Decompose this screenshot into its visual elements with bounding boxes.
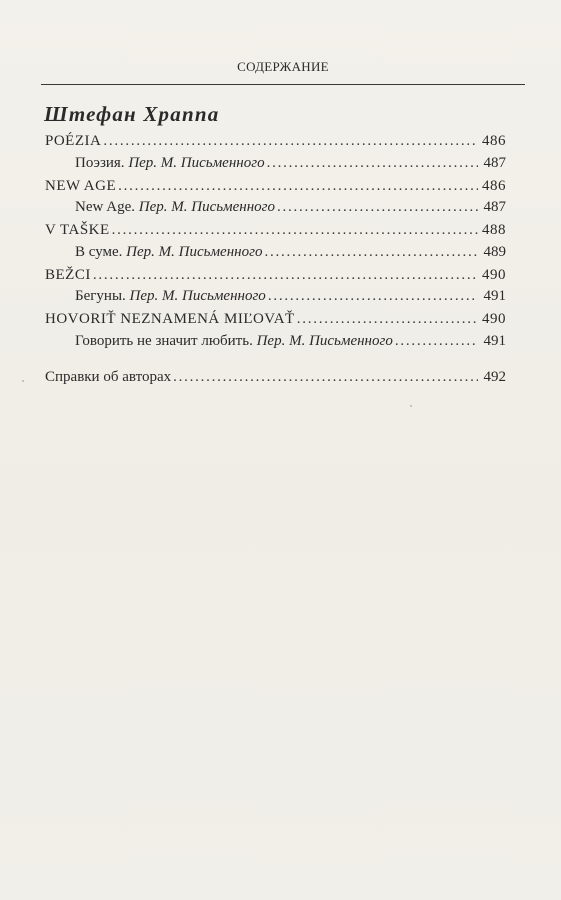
translator-credit: Пер. М. Письменного <box>129 288 266 304</box>
toc-entry-v-taske[interactable] <box>45 220 506 242</box>
toc-entry-page: 488 <box>482 222 506 238</box>
toc-entry-title: Говорить не значит любить. Пер. М. Письменного <box>75 332 393 349</box>
toc-entry-author-notes[interactable] <box>45 367 506 389</box>
toc-entry-title: V TAŠKE <box>45 222 110 238</box>
toc-entry-new-age[interactable] <box>45 176 506 198</box>
toc-entry-govorit[interactable] <box>45 331 506 353</box>
dot-leader <box>264 242 478 264</box>
toc-entry-hovorit[interactable] <box>45 309 506 331</box>
dot-leader <box>277 197 478 219</box>
paper-speck <box>22 380 24 382</box>
toc-entry-title: Поэзия. Пер. М. Письменного <box>75 154 265 171</box>
dot-leader <box>267 153 478 175</box>
toc-entry-page: 486 <box>482 177 506 194</box>
toc-entry-title: BEŽCI <box>45 266 91 283</box>
table-of-contents <box>45 131 506 385</box>
dot-leader <box>118 176 478 198</box>
toc-entry-page: 490 <box>482 311 506 327</box>
toc-entry-v-sume[interactable] <box>45 242 506 264</box>
toc-entry-beguny[interactable] <box>45 286 506 308</box>
toc-entry-title: Справки об авторах <box>45 369 172 385</box>
toc-entry-bezci[interactable] <box>45 265 506 287</box>
toc-entry-title: POÉZIA <box>45 133 102 149</box>
dot-leader <box>395 331 478 353</box>
toc-entry-title: New Age. Пер. М. Письменного <box>75 199 276 215</box>
toc-entry-page: 492 <box>483 369 506 385</box>
translator-credit: Пер. М. Письменного <box>126 243 263 260</box>
translator-credit: Пер. М. Письменного <box>256 332 393 349</box>
dot-leader <box>297 309 478 331</box>
toc-entry-poezia[interactable] <box>45 131 506 153</box>
toc-entry-page: 491 <box>483 288 506 304</box>
toc-entry-page: 490 <box>482 266 506 283</box>
toc-entry-page: 491 <box>483 332 506 349</box>
dot-leader <box>103 131 478 153</box>
dot-leader <box>268 286 478 308</box>
translator-credit: Пер. М. Письменного <box>128 154 265 171</box>
paper-speck <box>410 405 412 407</box>
toc-entry-page: 487 <box>483 154 506 171</box>
toc-entry-new-age-translation[interactable] <box>45 197 506 219</box>
toc-entry-page: 486 <box>482 133 506 149</box>
translator-credit: Пер. М. Письменного <box>138 199 276 215</box>
toc-entry-poeziya[interactable] <box>45 153 506 175</box>
dot-leader <box>112 220 478 242</box>
toc-entry-title: Бегуны. Пер. М. Письменного <box>75 288 266 304</box>
header-rule <box>41 84 525 85</box>
toc-entry-page: 489 <box>483 243 506 260</box>
toc-entry-title: HOVORIŤ NEZNAMENÁ MIĽOVAŤ <box>45 311 295 327</box>
dot-leader <box>93 265 478 287</box>
dot-leader <box>173 367 478 389</box>
toc-entry-title: В суме. Пер. М. Письменного <box>75 243 263 260</box>
author-heading: Штефан Храппа <box>44 102 220 126</box>
running-head: СОДЕРЖАНИЕ <box>237 59 329 74</box>
toc-entry-title: NEW AGE <box>45 177 117 194</box>
toc-entry-page: 487 <box>483 199 506 215</box>
